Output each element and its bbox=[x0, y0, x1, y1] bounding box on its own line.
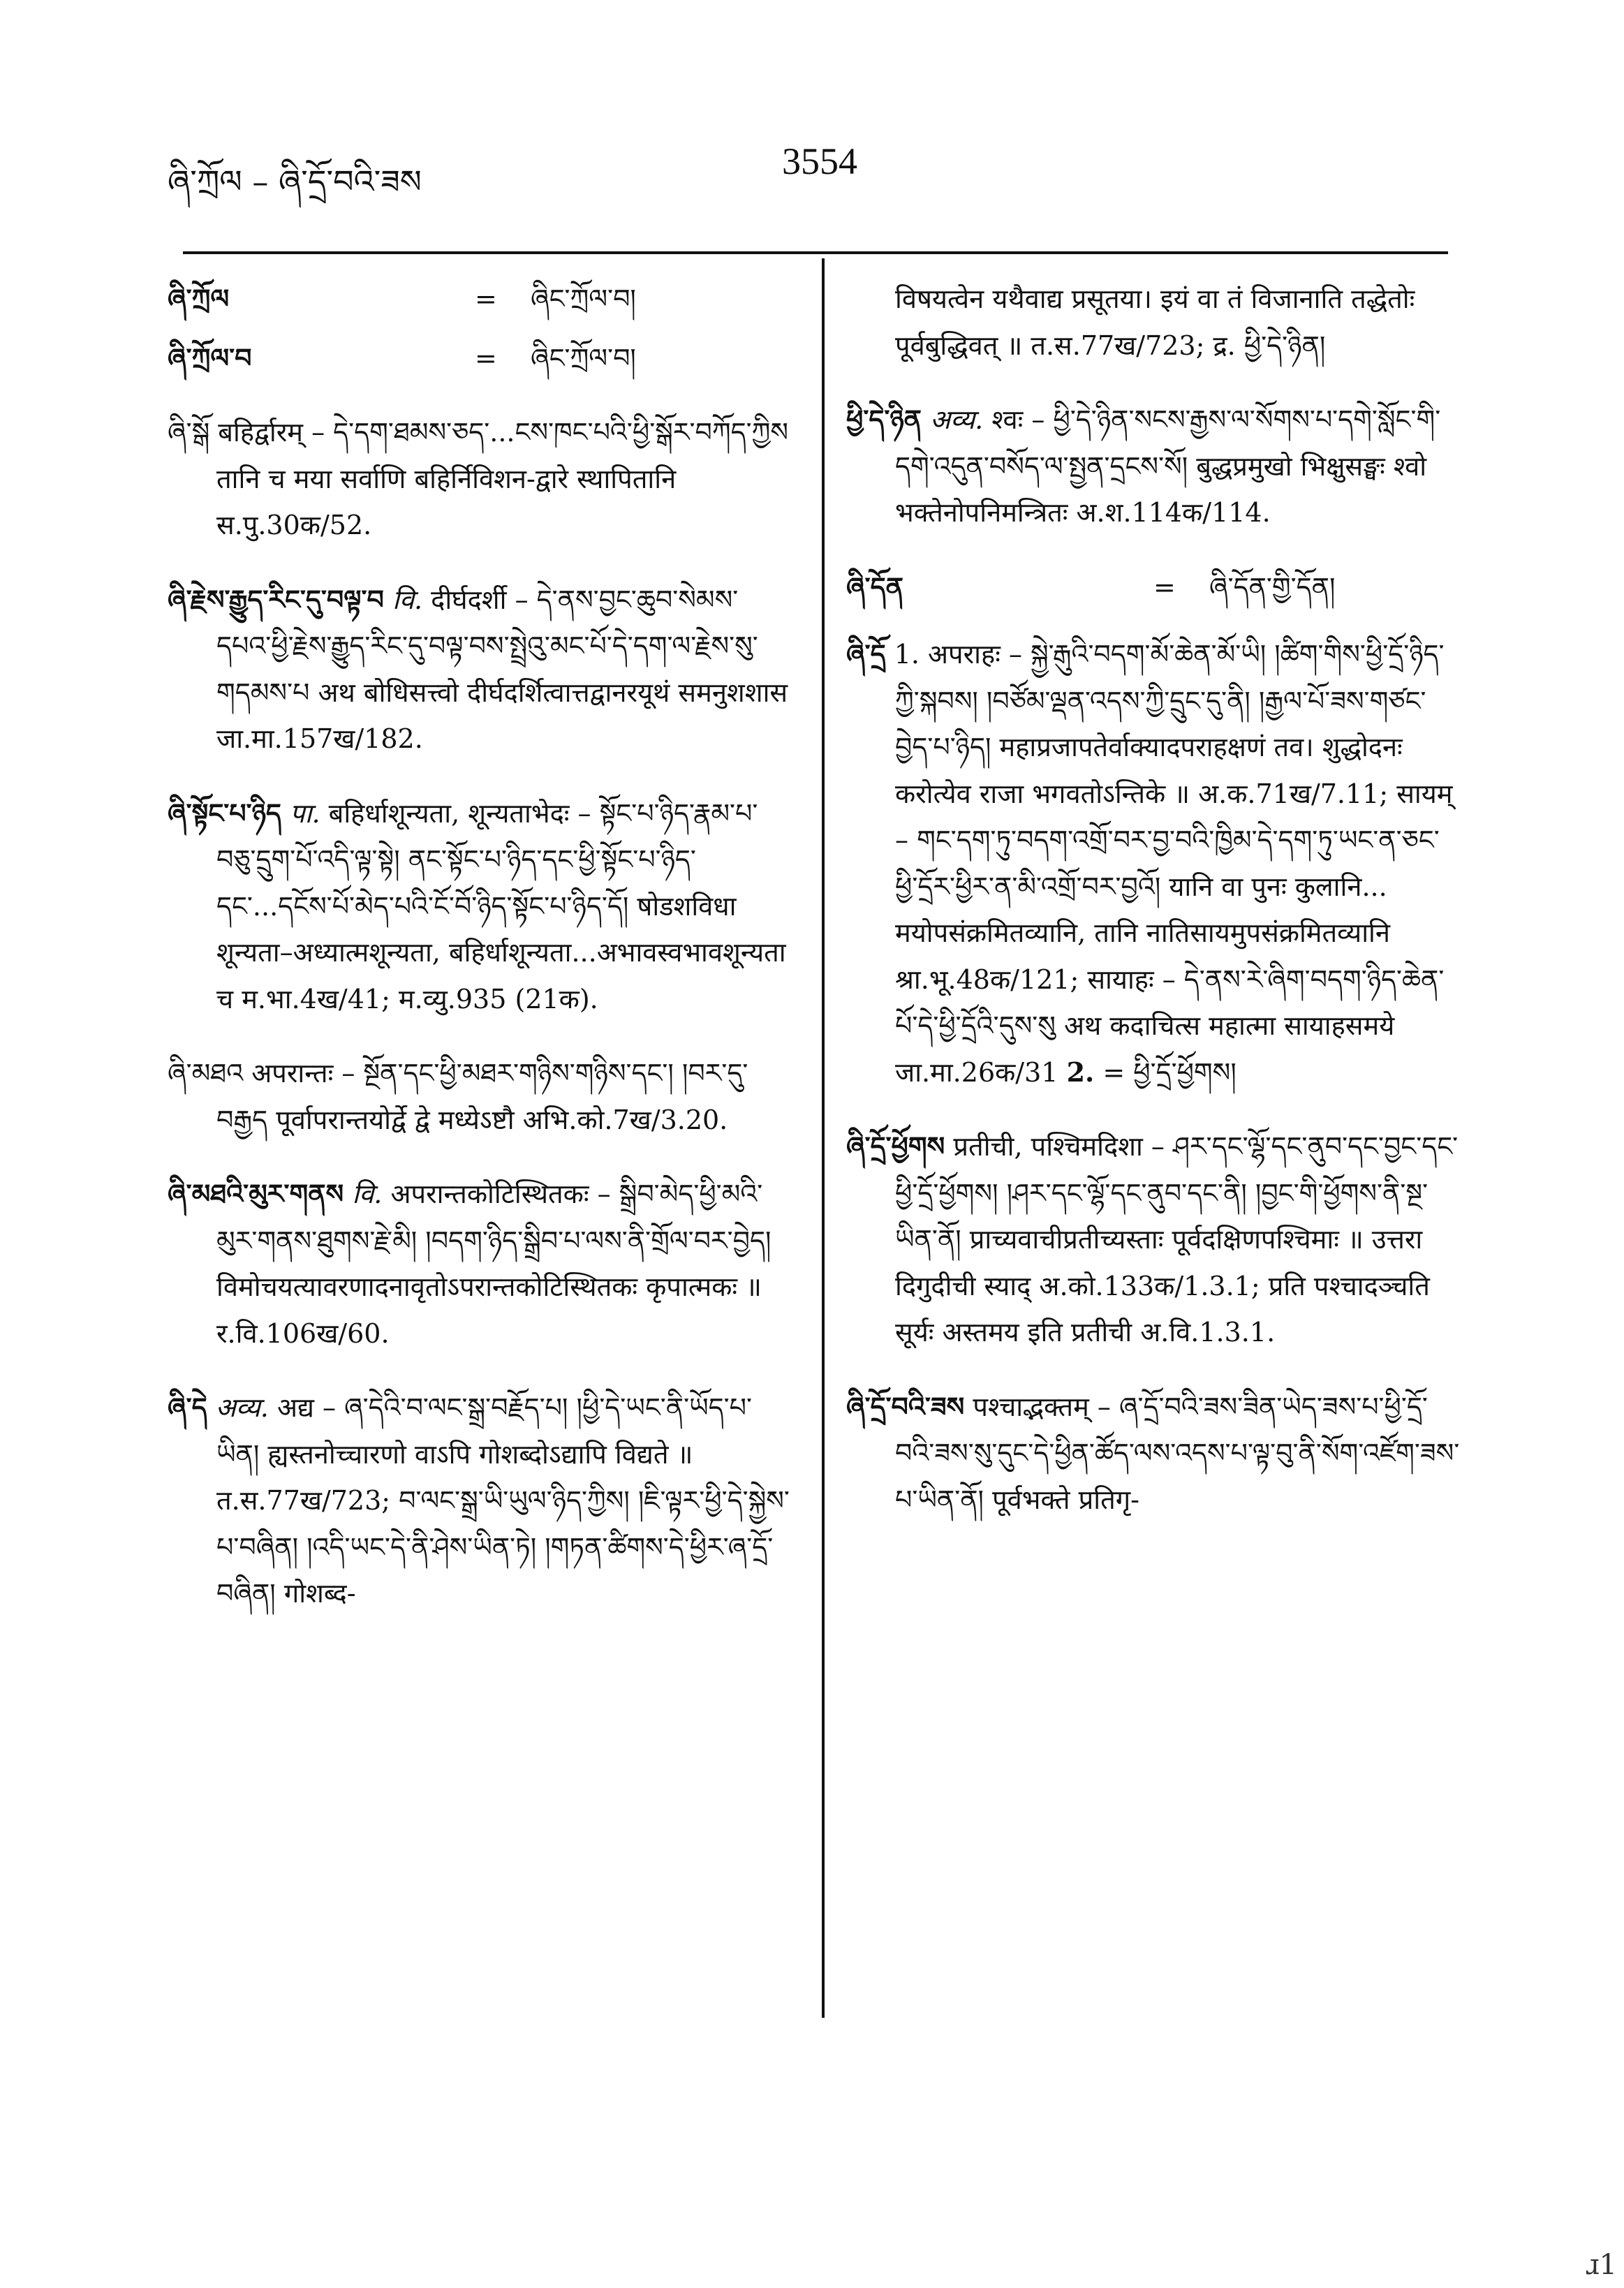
headword: ཞི་རྗེས་རྒྱུད་རིང་དུ་བལྟ་བ bbox=[168, 583, 384, 615]
entry-text bbox=[168, 1385, 792, 1617]
entry-text: ཞི་མཐའ अपरान्तः – སྔོན་དང་ཕྱི་མཐར་གཉིས་གཉིས་དང་། །བར་དུ་བརྒྱད पूर्वापरान्तयोर्द्वे द्वे मध्येऽष्टौ अभि.को.7ख/3.20. bbox=[168, 1058, 748, 1135]
cross-reference-target: ཞིང་ཀྲོལ་བ། bbox=[531, 342, 636, 374]
sense-number: 2. bbox=[1066, 1056, 1095, 1088]
definition: अपरान्तकोटिस्थितकः – སྒྲིབ་མེད་ཕྱི་མའི་མུར་གནས་ཐུགས་རྗེ་མི། །བདག་ཉིད་སྒྲིབ་པ་ལས་ནི་གྲོལ་བར་བྱེད། विमोचयत्यावरणादनावृतोऽपरान्तकोटिस्थितकः कृपात्मकः ॥ र.वि.106ख/60. bbox=[216, 1179, 772, 1349]
entry-text bbox=[846, 397, 1461, 536]
entry-text bbox=[168, 577, 792, 762]
dictionary-entry bbox=[168, 1385, 792, 1617]
entry-text: विषयत्वेन यथैवाद्य प्रसूतया। इयं वा तं विजानाति तद्धेतोः पूर्वबुद्धिवत् ॥ त.स.77ख/723; द्र. ཕྱི་དེ་ཉིན། bbox=[895, 283, 1415, 361]
definition: बहिर्धाशून्यता, शून्यताभेदः – སྟོང་པ་ཉིད་རྣམ་པ་བཅུ་དྲུག་པོ་འདི་ལྟ་སྟེ། ནང་སྟོང་པ་ཉིད་དང་ཕྱི་སྟོང་པ་ཉིད་དང་...དངོས་པོ་མེད་པའི་ངོ་བོ་ཉིད་སྟོང་པ་ཉིད་དོ། षोडशविधा शून्यता–अध्यात्मशून्यता, बहिर्धाशून्यता...अभावस्वभावशून्यता च म.भा.4ख/41; म.व्यु.935 (21क). bbox=[216, 797, 786, 1014]
headword: ཞི་སྟོང་པ་ཉིད bbox=[168, 797, 281, 829]
running-head: ཞི་ཀྲོལ – ཞི་དྲོ་བའི་ཟས bbox=[168, 163, 422, 200]
headword: ཞི་དྲོ bbox=[846, 638, 886, 670]
equals-sign: = bbox=[475, 342, 497, 374]
definition: श्वः – ཕྱི་དེ་ཉིན་སངས་རྒྱས་ལ་སོགས་པ་དགེ་སློང་གི་དགེ་འདུན་བསོད་ལ་སྤྱན་དྲངས་སོ། बुद्धप्रमुखो भिक्षुसङ्घः श्वो भक्तेनोपनिमन्त्रितः अ.श.114क/114. bbox=[895, 404, 1441, 528]
headword: ཞི་དེ bbox=[168, 1392, 207, 1423]
cross-reference-entry bbox=[168, 276, 792, 323]
dictionary-entry bbox=[168, 790, 792, 1023]
right-column bbox=[846, 276, 1461, 1551]
cross-reference-entry bbox=[168, 335, 792, 382]
grammar-abbreviation: पा. bbox=[290, 797, 320, 829]
page-number: 3554 bbox=[782, 140, 857, 182]
definition: = ཕྱི་དྲོ་ཕྱོགས། bbox=[1102, 1056, 1237, 1088]
headword: ཕྱི་དེ་ཉིན bbox=[846, 404, 922, 435]
dictionary-entry bbox=[168, 409, 792, 549]
dictionary-entry bbox=[168, 1050, 792, 1143]
definition: अद्य – ཞ་དེའི་བ་ལང་སྒྲ་བརྗོད་པ། །ཕྱི་དེ་ཡང་ནི་ཡོད་པ་ཡིན། ह्यस्तनोच्चारणो वाऽपि गोशब्दोऽद्यापि विद्यते ॥ त.स.77ख/723; བ་ལང་སྒྲ་ཡི་ཡུལ་ཉིད་ཀྱིས། །ཇི་ལྟར་ཕྱི་དེ་སྐྱེས་པ་བཞིན། །འདི་ཡང་དེ་ནི་ཤེས་ཡིན་ཏེ། །གཏན་ཚིགས་དེ་ཕྱིར་ཞ་དྲོ་བཞིན། गोशब्द- bbox=[216, 1392, 790, 1609]
dictionary-entry bbox=[168, 577, 792, 762]
headword: ཞི་ཀྲོལ bbox=[168, 283, 230, 314]
headword: ཞི་མཐའི་མུར་གནས bbox=[168, 1178, 344, 1209]
header-rule bbox=[183, 251, 1448, 254]
dictionary-entry bbox=[846, 631, 1461, 1095]
entry-text bbox=[846, 1123, 1461, 1356]
equals-sign: = bbox=[1153, 571, 1176, 603]
grammar-abbreviation: वि. bbox=[392, 584, 423, 615]
grammar-abbreviation: अव्य. bbox=[930, 404, 984, 435]
entry-text bbox=[168, 1171, 792, 1357]
definition: पश्चाद्भक्तम् – ཞ་དྲོ་བའི་ཟས་ཟིན་ཡེད་ཟས་པ་ཕྱི་དྲོ་བའི་ཟས་སུ་དུང་དེ་ཕྱིན་ཚོད་ལས་འདས་པ་ལྟ་བུ་ནི་སོག་འཛོག་ཟས་པ་ཡིན་ནོ། पूर्वभक्ते प्रतिगृ- bbox=[895, 1391, 1460, 1515]
headword: ཞི་དོན bbox=[846, 570, 903, 603]
left-column bbox=[168, 276, 792, 1645]
cross-reference-target: ཞིང་ཀྲོལ་བ། bbox=[531, 283, 636, 314]
entry-text bbox=[168, 790, 792, 1023]
headword: ཞི་ཀྲོལ་བ bbox=[168, 341, 252, 374]
cross-reference-entry bbox=[846, 564, 1461, 611]
column-divider bbox=[822, 258, 825, 2018]
headword: ཞི་དྲོ་ཕྱོགས bbox=[846, 1130, 945, 1162]
dictionary-entry bbox=[846, 1123, 1461, 1356]
entry-continuation bbox=[846, 276, 1461, 369]
grammar-abbreviation: अव्य. bbox=[215, 1392, 269, 1423]
page-header bbox=[168, 140, 1459, 200]
dictionary-entry bbox=[168, 1171, 792, 1357]
definition: दीर्घदर्शी – དེ་ནས་བྱང་ཆུབ་སེམས་དཔའ་ཕྱི་རྗེས་རྒྱུད་རིང་དུ་བལྟ་བས་སྤྲེའུ་མང་པོ་དེ་དག་ལ་རྗེས་སུ་གདམས་པ अथ बोधिसत्त्वो दीर्घदर्शित्वात्तद्वानरयूथं समनुशशास जा.मा.157ख/182. bbox=[216, 584, 788, 754]
entry-text bbox=[846, 1384, 1461, 1523]
headword: ཞི་དྲོ་བའི་ཟས bbox=[846, 1390, 965, 1422]
definition: 1. अपराहः – སྐྱེ་རྒུའི་བདག་མོ་ཆེན་མོ་ཡི། །ཚིག་གིས་ཕྱི་དྲོ་ཉིད་ཀྱི་སྐབས། །བཙོམ་ལྡན་འདས་ཀྱི་དྲུང་དུ་ནི། །རྒྱལ་པོ་ཟས་གཙང་བྱེད་པ་ཉིད། महाप्रजापतेर्वाक्यादपराहक्षणं तव। शुद्धोदनः करोत्येव राजा भगवतोऽन्तिके ॥ अ.क.71ख/7.11; सायम् – གང་དག་ཏུ་བདག་འགྲོ་བར་བྱ་བའི་ཁྱིམ་དེ་དག་ཏུ་ཡང་ན་ཅང་ཕྱི་དྲོར་ཕྱིར་ན་མི་འགྲོ་བར་བྱའོ། यानि वा पुनः कुलानि... मयोपसंक्रमितव्यानि, तानि नातिसायमुपसंक्रमितव्यानि श्रा.भू.48क/121; सायाहः – དེ་ནས་རེ་ཞིག་བདག་ཉིད་ཆེན་པོ་དེ་ཕྱི་དྲོའི་དུས་སུ अथ कदाचित्स महात्मा सायाहसमये जा.मा.26क/31 bbox=[894, 639, 1453, 1088]
corner-mark: ɹ1 bbox=[1585, 2249, 1617, 2281]
dictionary-entry bbox=[846, 1384, 1461, 1523]
dictionary-entry bbox=[846, 397, 1461, 536]
equals-sign: = bbox=[475, 283, 497, 314]
definition: प्रतीची, पश्चिमदिशा – ཤར་དང་ལྷོ་དང་ནུབ་དང་བྱང་དང་ཕྱི་དྲོ་ཕྱོགས། །ཤར་དང་ལྷོ་དང་ནུབ་དང་ནི། །བྱང་གི་ཕྱོགས་ནི་སྔ་ཡིན་ནོ། प्राच्यवाचीप्रतीच्यस्ताः पूर्वदक्षिणपश्चिमाः ॥ उत्तरा दिगुदीची स्याद् अ.को.133क/1.3.1; प्रति पश्चादञ्चति सूर्यः अस्तमय इति प्रतीची अ.वि.1.3.1. bbox=[895, 1131, 1459, 1348]
cross-reference-target: ཞི་དོན་གྱི་དོན། bbox=[1209, 571, 1336, 603]
entry-text: ཞི་སྒོ बहिर्द्वारम् – དེ་དག་ཐམས་ཅད་...ངས་ཁང་པའི་ཕྱི་སྒོར་བཀོད་ཀྱིས तानि च मया सर्वाणि बहिर्निविशन-द्वारे स्थापितानि स.पु.30क/52. bbox=[168, 417, 788, 540]
grammar-abbreviation: वि. bbox=[352, 1179, 383, 1209]
entry-text bbox=[846, 631, 1461, 1095]
